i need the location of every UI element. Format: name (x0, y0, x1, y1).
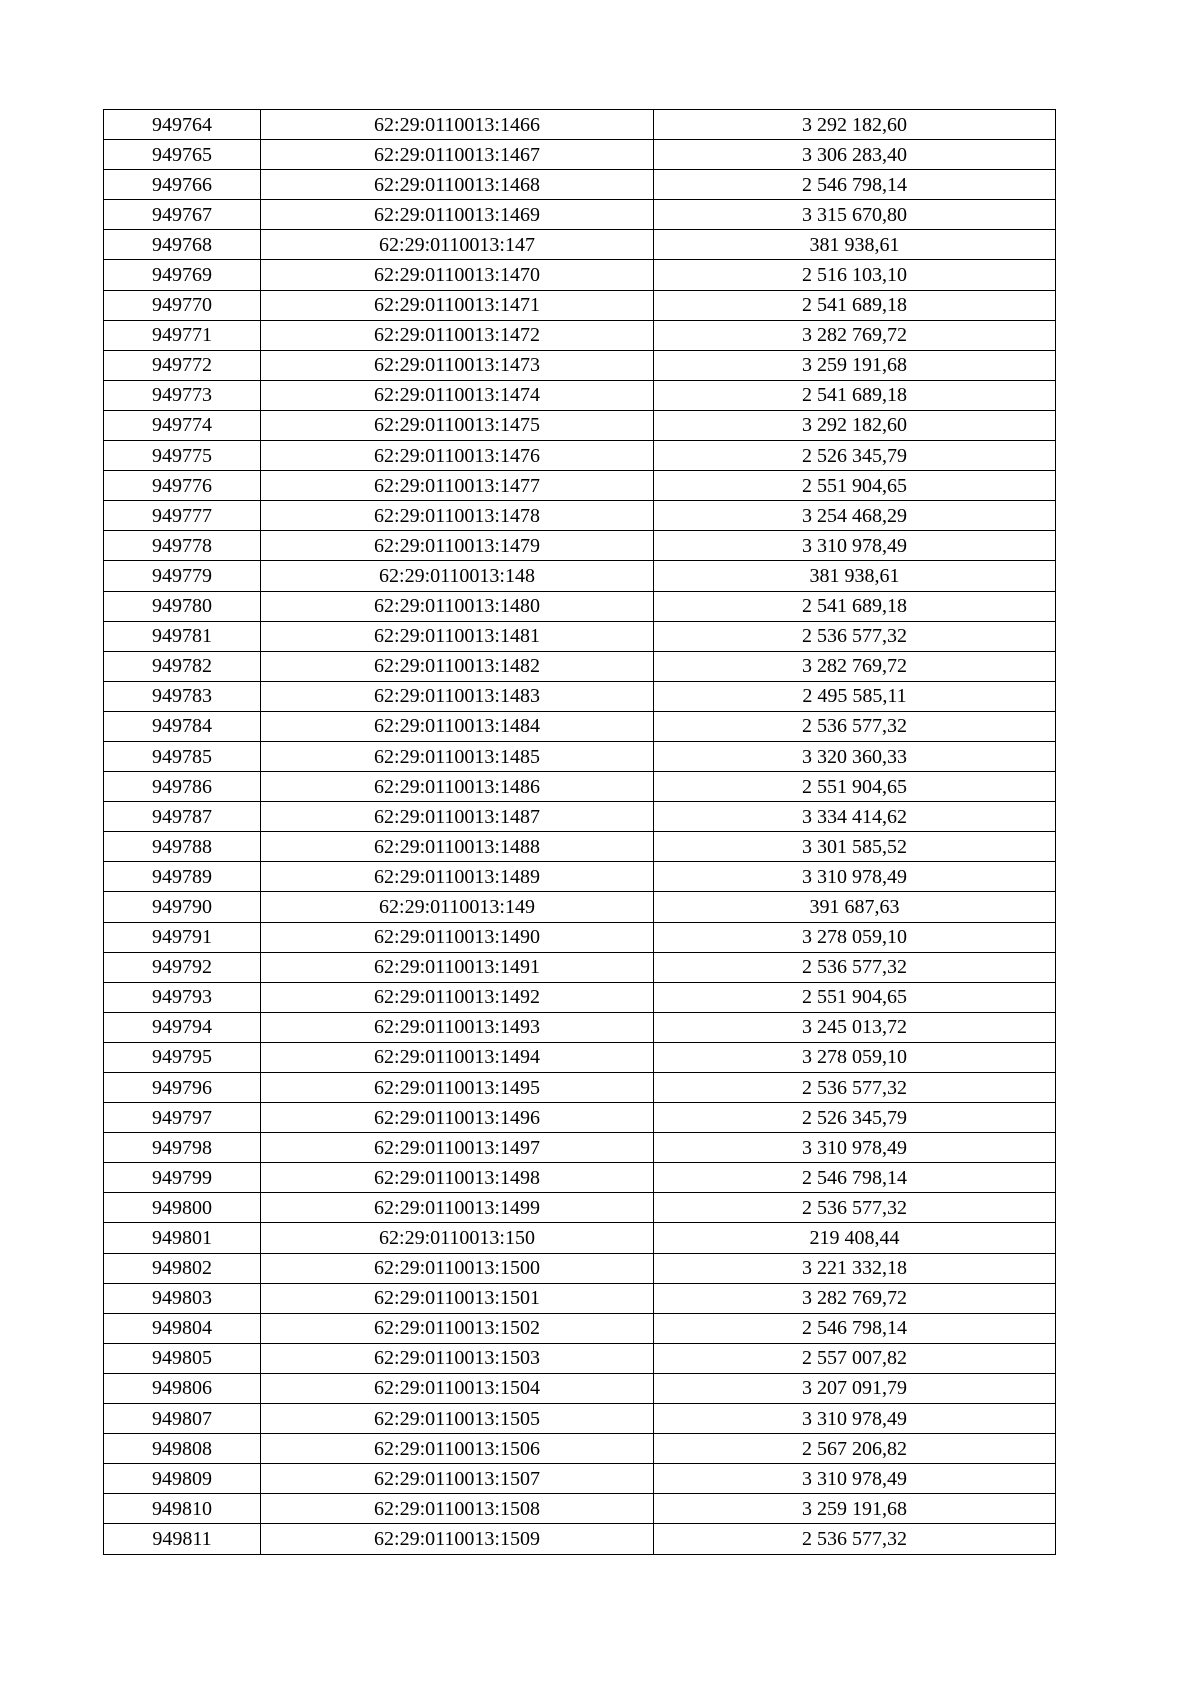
table-row (104, 471, 1056, 501)
cadastral-number-cell: 62:29:0110013:1499 (261, 1193, 654, 1223)
cadastral-value-cell: 2 536 577,32 (654, 1193, 1056, 1223)
cadastral-number-cell: 62:29:0110013:1496 (261, 1103, 654, 1133)
table-row (104, 170, 1056, 200)
cadastral-number-cell: 62:29:0110013:1475 (261, 410, 654, 440)
row-number-cell: 949792 (104, 952, 261, 982)
cadastral-value-cell: 2 495 585,11 (654, 681, 1056, 711)
row-number-cell: 949787 (104, 802, 261, 832)
row-number-cell: 949810 (104, 1494, 261, 1524)
cadastral-value-cell: 3 292 182,60 (654, 410, 1056, 440)
table-row (104, 1103, 1056, 1133)
table-row (104, 741, 1056, 771)
table-row (104, 1373, 1056, 1403)
row-number-cell: 949772 (104, 350, 261, 380)
table-row (104, 1494, 1056, 1524)
row-number-cell: 949793 (104, 982, 261, 1012)
cadastral-number-cell: 62:29:0110013:1497 (261, 1133, 654, 1163)
table-row (104, 952, 1056, 982)
cadastral-value-cell: 2 536 577,32 (654, 952, 1056, 982)
row-number-cell: 949778 (104, 531, 261, 561)
row-number-cell: 949797 (104, 1103, 261, 1133)
table-row (104, 410, 1056, 440)
cadastral-value-cell: 3 282 769,72 (654, 1283, 1056, 1313)
cadastral-value-cell: 2 536 577,32 (654, 1073, 1056, 1103)
cadastral-number-cell: 62:29:0110013:1487 (261, 802, 654, 832)
table-row (104, 501, 1056, 531)
cadastral-number-cell: 62:29:0110013:1473 (261, 350, 654, 380)
row-number-cell: 949794 (104, 1012, 261, 1042)
cadastral-value-cell: 391 687,63 (654, 892, 1056, 922)
cadastral-value-cell: 381 938,61 (654, 561, 1056, 591)
cadastral-number-cell: 62:29:0110013:1485 (261, 741, 654, 771)
cadastral-value-cell: 3 282 769,72 (654, 651, 1056, 681)
table-row (104, 1464, 1056, 1494)
cadastral-number-cell: 62:29:0110013:1507 (261, 1464, 654, 1494)
cadastral-value-cell: 2 557 007,82 (654, 1343, 1056, 1373)
cadastral-value-cell: 2 526 345,79 (654, 441, 1056, 471)
table-row (104, 350, 1056, 380)
table-row (104, 982, 1056, 1012)
table-row (104, 862, 1056, 892)
cadastral-number-cell: 62:29:0110013:1474 (261, 380, 654, 410)
table-row (104, 1524, 1056, 1554)
table-row (104, 110, 1056, 140)
row-number-cell: 949784 (104, 711, 261, 741)
row-number-cell: 949801 (104, 1223, 261, 1253)
table-row (104, 1223, 1056, 1253)
row-number-cell: 949780 (104, 591, 261, 621)
table-row (104, 711, 1056, 741)
cadastral-number-cell: 62:29:0110013:1471 (261, 290, 654, 320)
row-number-cell: 949768 (104, 230, 261, 260)
table-body (104, 110, 1056, 1555)
cadastral-value-cell: 3 310 978,49 (654, 531, 1056, 561)
table-row (104, 772, 1056, 802)
row-number-cell: 949786 (104, 772, 261, 802)
row-number-cell: 949806 (104, 1373, 261, 1403)
cadastral-value-cell: 2 516 103,10 (654, 260, 1056, 290)
table-row (104, 1404, 1056, 1434)
cadastral-number-cell: 62:29:0110013:1508 (261, 1494, 654, 1524)
row-number-cell: 949766 (104, 170, 261, 200)
cadastral-value-cell: 2 541 689,18 (654, 380, 1056, 410)
row-number-cell: 949798 (104, 1133, 261, 1163)
cadastral-number-cell: 62:29:0110013:1506 (261, 1434, 654, 1464)
cadastral-number-cell: 62:29:0110013:1477 (261, 471, 654, 501)
cadastral-value-cell: 3 254 468,29 (654, 501, 1056, 531)
table-row (104, 1343, 1056, 1373)
table-row (104, 320, 1056, 350)
cadastral-number-cell: 62:29:0110013:148 (261, 561, 654, 591)
cadastral-number-cell: 62:29:0110013:1484 (261, 711, 654, 741)
table-row (104, 621, 1056, 651)
cadastral-number-cell: 62:29:0110013:1491 (261, 952, 654, 982)
cadastral-value-cell: 2 536 577,32 (654, 621, 1056, 651)
table-row (104, 290, 1056, 320)
cadastral-value-cell: 2 536 577,32 (654, 1524, 1056, 1554)
cadastral-number-cell: 62:29:0110013:1486 (261, 772, 654, 802)
cadastral-number-cell: 62:29:0110013:1490 (261, 922, 654, 952)
table-row (104, 1042, 1056, 1072)
row-number-cell: 949771 (104, 320, 261, 350)
row-number-cell: 949808 (104, 1434, 261, 1464)
cadastral-number-cell: 62:29:0110013:1482 (261, 651, 654, 681)
cadastral-number-cell: 62:29:0110013:1502 (261, 1313, 654, 1343)
cadastral-value-cell: 3 310 978,49 (654, 862, 1056, 892)
row-number-cell: 949781 (104, 621, 261, 651)
cadastral-value-cell: 3 259 191,68 (654, 350, 1056, 380)
cadastral-number-cell: 62:29:0110013:1488 (261, 832, 654, 862)
row-number-cell: 949805 (104, 1343, 261, 1373)
row-number-cell: 949790 (104, 892, 261, 922)
cadastral-number-cell: 62:29:0110013:147 (261, 230, 654, 260)
table-row (104, 1163, 1056, 1193)
table-row (104, 1313, 1056, 1343)
cadastral-value-table (103, 109, 1056, 1555)
cadastral-number-cell: 62:29:0110013:1481 (261, 621, 654, 651)
cadastral-number-cell: 62:29:0110013:1505 (261, 1404, 654, 1434)
table-row (104, 1434, 1056, 1464)
cadastral-value-cell: 3 278 059,10 (654, 922, 1056, 952)
cadastral-value-cell: 3 310 978,49 (654, 1464, 1056, 1494)
cadastral-value-cell: 3 320 360,33 (654, 741, 1056, 771)
row-number-cell: 949764 (104, 110, 261, 140)
row-number-cell: 949811 (104, 1524, 261, 1554)
row-number-cell: 949799 (104, 1163, 261, 1193)
table-row (104, 1073, 1056, 1103)
cadastral-value-cell: 2 551 904,65 (654, 772, 1056, 802)
cadastral-value-cell: 2 551 904,65 (654, 982, 1056, 1012)
row-number-cell: 949802 (104, 1253, 261, 1283)
cadastral-number-cell: 62:29:0110013:1470 (261, 260, 654, 290)
table-row (104, 1283, 1056, 1313)
cadastral-value-cell: 2 536 577,32 (654, 711, 1056, 741)
row-number-cell: 949770 (104, 290, 261, 320)
cadastral-value-cell: 3 278 059,10 (654, 1042, 1056, 1072)
cadastral-value-cell: 3 221 332,18 (654, 1253, 1056, 1283)
cadastral-number-cell: 62:29:0110013:1498 (261, 1163, 654, 1193)
row-number-cell: 949796 (104, 1073, 261, 1103)
cadastral-value-cell: 3 315 670,80 (654, 200, 1056, 230)
row-number-cell: 949807 (104, 1404, 261, 1434)
cadastral-number-cell: 62:29:0110013:1504 (261, 1373, 654, 1403)
cadastral-number-cell: 62:29:0110013:1500 (261, 1253, 654, 1283)
row-number-cell: 949783 (104, 681, 261, 711)
cadastral-number-cell: 62:29:0110013:1480 (261, 591, 654, 621)
cadastral-value-cell: 2 541 689,18 (654, 591, 1056, 621)
row-number-cell: 949769 (104, 260, 261, 290)
row-number-cell: 949767 (104, 200, 261, 230)
table-row (104, 561, 1056, 591)
cadastral-number-cell: 62:29:0110013:1467 (261, 140, 654, 170)
cadastral-number-cell: 62:29:0110013:1478 (261, 501, 654, 531)
cadastral-value-cell: 2 551 904,65 (654, 471, 1056, 501)
cadastral-value-cell: 3 245 013,72 (654, 1012, 1056, 1042)
table-row (104, 140, 1056, 170)
cadastral-value-cell: 3 306 283,40 (654, 140, 1056, 170)
cadastral-value-cell: 381 938,61 (654, 230, 1056, 260)
cadastral-value-cell: 2 526 345,79 (654, 1103, 1056, 1133)
cadastral-number-cell: 62:29:0110013:1483 (261, 681, 654, 711)
cadastral-number-cell: 62:29:0110013:1489 (261, 862, 654, 892)
cadastral-value-cell: 2 546 798,14 (654, 1313, 1056, 1343)
row-number-cell: 949765 (104, 140, 261, 170)
row-number-cell: 949803 (104, 1283, 261, 1313)
cadastral-value-cell: 2 541 689,18 (654, 290, 1056, 320)
row-number-cell: 949788 (104, 832, 261, 862)
row-number-cell: 949809 (104, 1464, 261, 1494)
cadastral-number-cell: 62:29:0110013:1468 (261, 170, 654, 200)
table-row (104, 1012, 1056, 1042)
cadastral-number-cell: 62:29:0110013:149 (261, 892, 654, 922)
table-row (104, 380, 1056, 410)
row-number-cell: 949773 (104, 380, 261, 410)
table-row (104, 200, 1056, 230)
row-number-cell: 949791 (104, 922, 261, 952)
table-row (104, 1133, 1056, 1163)
cadastral-number-cell: 62:29:0110013:1501 (261, 1283, 654, 1313)
cadastral-number-cell: 62:29:0110013:1479 (261, 531, 654, 561)
row-number-cell: 949785 (104, 741, 261, 771)
cadastral-number-cell: 62:29:0110013:1492 (261, 982, 654, 1012)
cadastral-value-cell: 3 292 182,60 (654, 110, 1056, 140)
cadastral-value-cell: 2 546 798,14 (654, 1163, 1056, 1193)
table-row (104, 1253, 1056, 1283)
table-row (104, 651, 1056, 681)
cadastral-value-cell: 219 408,44 (654, 1223, 1056, 1253)
cadastral-value-cell: 3 334 414,62 (654, 802, 1056, 832)
row-number-cell: 949777 (104, 501, 261, 531)
cadastral-value-cell: 2 567 206,82 (654, 1434, 1056, 1464)
row-number-cell: 949804 (104, 1313, 261, 1343)
cadastral-number-cell: 62:29:0110013:1466 (261, 110, 654, 140)
cadastral-value-cell: 3 301 585,52 (654, 832, 1056, 862)
cadastral-value-cell: 3 310 978,49 (654, 1404, 1056, 1434)
cadastral-value-cell: 3 310 978,49 (654, 1133, 1056, 1163)
row-number-cell: 949779 (104, 561, 261, 591)
table-row (104, 922, 1056, 952)
cadastral-number-cell: 62:29:0110013:1472 (261, 320, 654, 350)
cadastral-number-cell: 62:29:0110013:1469 (261, 200, 654, 230)
row-number-cell: 949795 (104, 1042, 261, 1072)
table-row (104, 681, 1056, 711)
row-number-cell: 949776 (104, 471, 261, 501)
cadastral-number-cell: 62:29:0110013:1509 (261, 1524, 654, 1554)
cadastral-value-cell: 2 546 798,14 (654, 170, 1056, 200)
row-number-cell: 949775 (104, 441, 261, 471)
row-number-cell: 949789 (104, 862, 261, 892)
table-row (104, 531, 1056, 561)
cadastral-number-cell: 62:29:0110013:1494 (261, 1042, 654, 1072)
cadastral-value-cell: 3 282 769,72 (654, 320, 1056, 350)
table-row (104, 832, 1056, 862)
cadastral-number-cell: 62:29:0110013:1493 (261, 1012, 654, 1042)
row-number-cell: 949782 (104, 651, 261, 681)
cadastral-number-cell: 62:29:0110013:1476 (261, 441, 654, 471)
cadastral-number-cell: 62:29:0110013:150 (261, 1223, 654, 1253)
table-row (104, 802, 1056, 832)
table-row (104, 1193, 1056, 1223)
cadastral-value-cell: 3 259 191,68 (654, 1494, 1056, 1524)
table-row (104, 892, 1056, 922)
row-number-cell: 949800 (104, 1193, 261, 1223)
cadastral-number-cell: 62:29:0110013:1503 (261, 1343, 654, 1373)
row-number-cell: 949774 (104, 410, 261, 440)
table-row (104, 441, 1056, 471)
table-row (104, 260, 1056, 290)
cadastral-number-cell: 62:29:0110013:1495 (261, 1073, 654, 1103)
table-row (104, 591, 1056, 621)
table-row (104, 230, 1056, 260)
cadastral-value-cell: 3 207 091,79 (654, 1373, 1056, 1403)
